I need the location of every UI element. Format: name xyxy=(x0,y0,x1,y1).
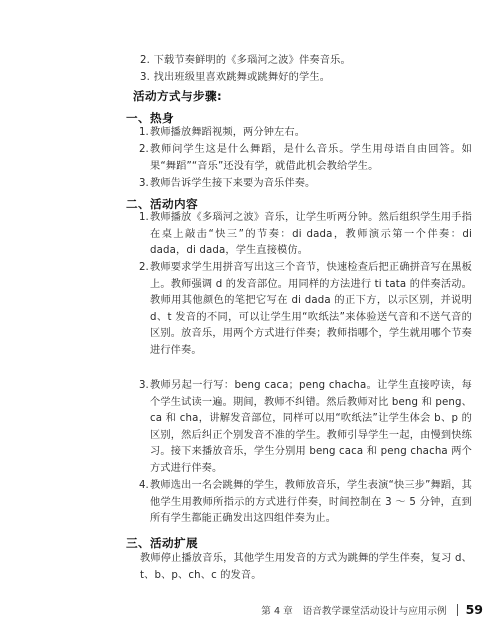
objective-number: 3. xyxy=(140,72,151,83)
objective-item-3 xyxy=(140,71,330,84)
list-item xyxy=(139,210,472,260)
item-number: 2. xyxy=(139,144,149,155)
list-item xyxy=(139,260,472,360)
item-text: 教师播放舞蹈视频，两分钟左右。 xyxy=(150,127,306,138)
item-number: 3. xyxy=(139,380,149,391)
objective-text: 找出班级里喜欢跳舞或跳舞好的学生。 xyxy=(153,72,331,83)
list-item xyxy=(139,125,472,142)
objective-number: 2. xyxy=(140,55,151,66)
footer-divider xyxy=(457,604,458,616)
objective-text: 下载节奏鲜明的《多瑙河之波》伴奏音乐。 xyxy=(153,55,351,66)
item-text: 教师告诉学生接下来要为音乐伴奏。 xyxy=(150,178,316,189)
activity-steps-heading: 活动方式与步骤: xyxy=(133,89,222,103)
item-text: 教师问学生这是什么舞蹈，是什么音乐。学生用母语自由回答。如果“舞蹈”“音乐”还没有学，就借此机会教给学生。 xyxy=(150,144,472,172)
section-heading-content: 二、活动内容 xyxy=(126,197,198,211)
list-item xyxy=(139,142,472,175)
item-number: 3. xyxy=(139,178,149,189)
extension-paragraph: 教师停止播放音乐，其他学生用发音的方式为跳舞的学生伴奏，复习 d、t、b、p、ch、c 的发音。 xyxy=(140,553,472,581)
item-text: 教师播放《多瑙河之波》音乐，让学生听两分钟。然后组织学生用手指在桌上敲击“快三”的节奏：di dada，教师演示第一个伴奏：di dada，di dada，学生直接模仿。 xyxy=(150,212,472,257)
section-heading-warmup: 一、热身 xyxy=(126,111,174,125)
footer-title: 语音教学课堂活动设计与应用示例 xyxy=(302,605,447,617)
item-text: 教师要求学生用拼音写出这三个音节，快速检查后把正确拼音写在黑板上。教师强调 d 的发音部位。用同样的方法进行 ti tata 的伴奏活动。教师用其他颜色的笔把它写在 di dada 的正下方，以示区别，并说明 d、t 发音的不同，可以让学生用“吹纸法”来体验送气音和不送气音的区别。放音乐，用两个方式进行伴奏；教师指哪个，学生就用哪个节奏进行伴奏。 xyxy=(150,262,472,356)
item-number: 2. xyxy=(139,262,149,273)
footer-chapter: 第 4 章 xyxy=(261,605,293,617)
page-number: 59 xyxy=(465,602,483,617)
item-number: 4. xyxy=(139,480,149,491)
page-footer xyxy=(261,602,483,617)
list-item xyxy=(139,478,472,528)
item-text: 教师选出一名会跳舞的学生，教师放音乐，学生表演“快三步”舞蹈，其他学生用教师所指示的方式进行伴奏，时间控制在 3 ～ 5 分钟，直到所有学生都能正确发出这四组伴奏为止。 xyxy=(150,480,472,525)
item-number: 1. xyxy=(139,127,149,138)
list-item xyxy=(139,176,472,193)
item-text: 教师另起一行写：beng caca；peng chacha。让学生直接哼读，每个学生试读一遍。期间，教师不纠错。然后教师对比 beng 和 peng、ca 和 cha，讲解发音部位，同样可以用“吹纸法”让学生体会 b、p 的区别，然后纠正个别发音不准的学生。教师引导学生一起，由慢到快练习。接下来播放音乐，学生分别用 beng caca 和 peng chacha 两个方式进行伴奏。 xyxy=(150,380,472,474)
section-heading-extension: 三、活动扩展 xyxy=(126,536,198,550)
list-item xyxy=(139,378,472,478)
objective-item-2 xyxy=(140,54,351,67)
item-number: 1. xyxy=(139,212,149,223)
